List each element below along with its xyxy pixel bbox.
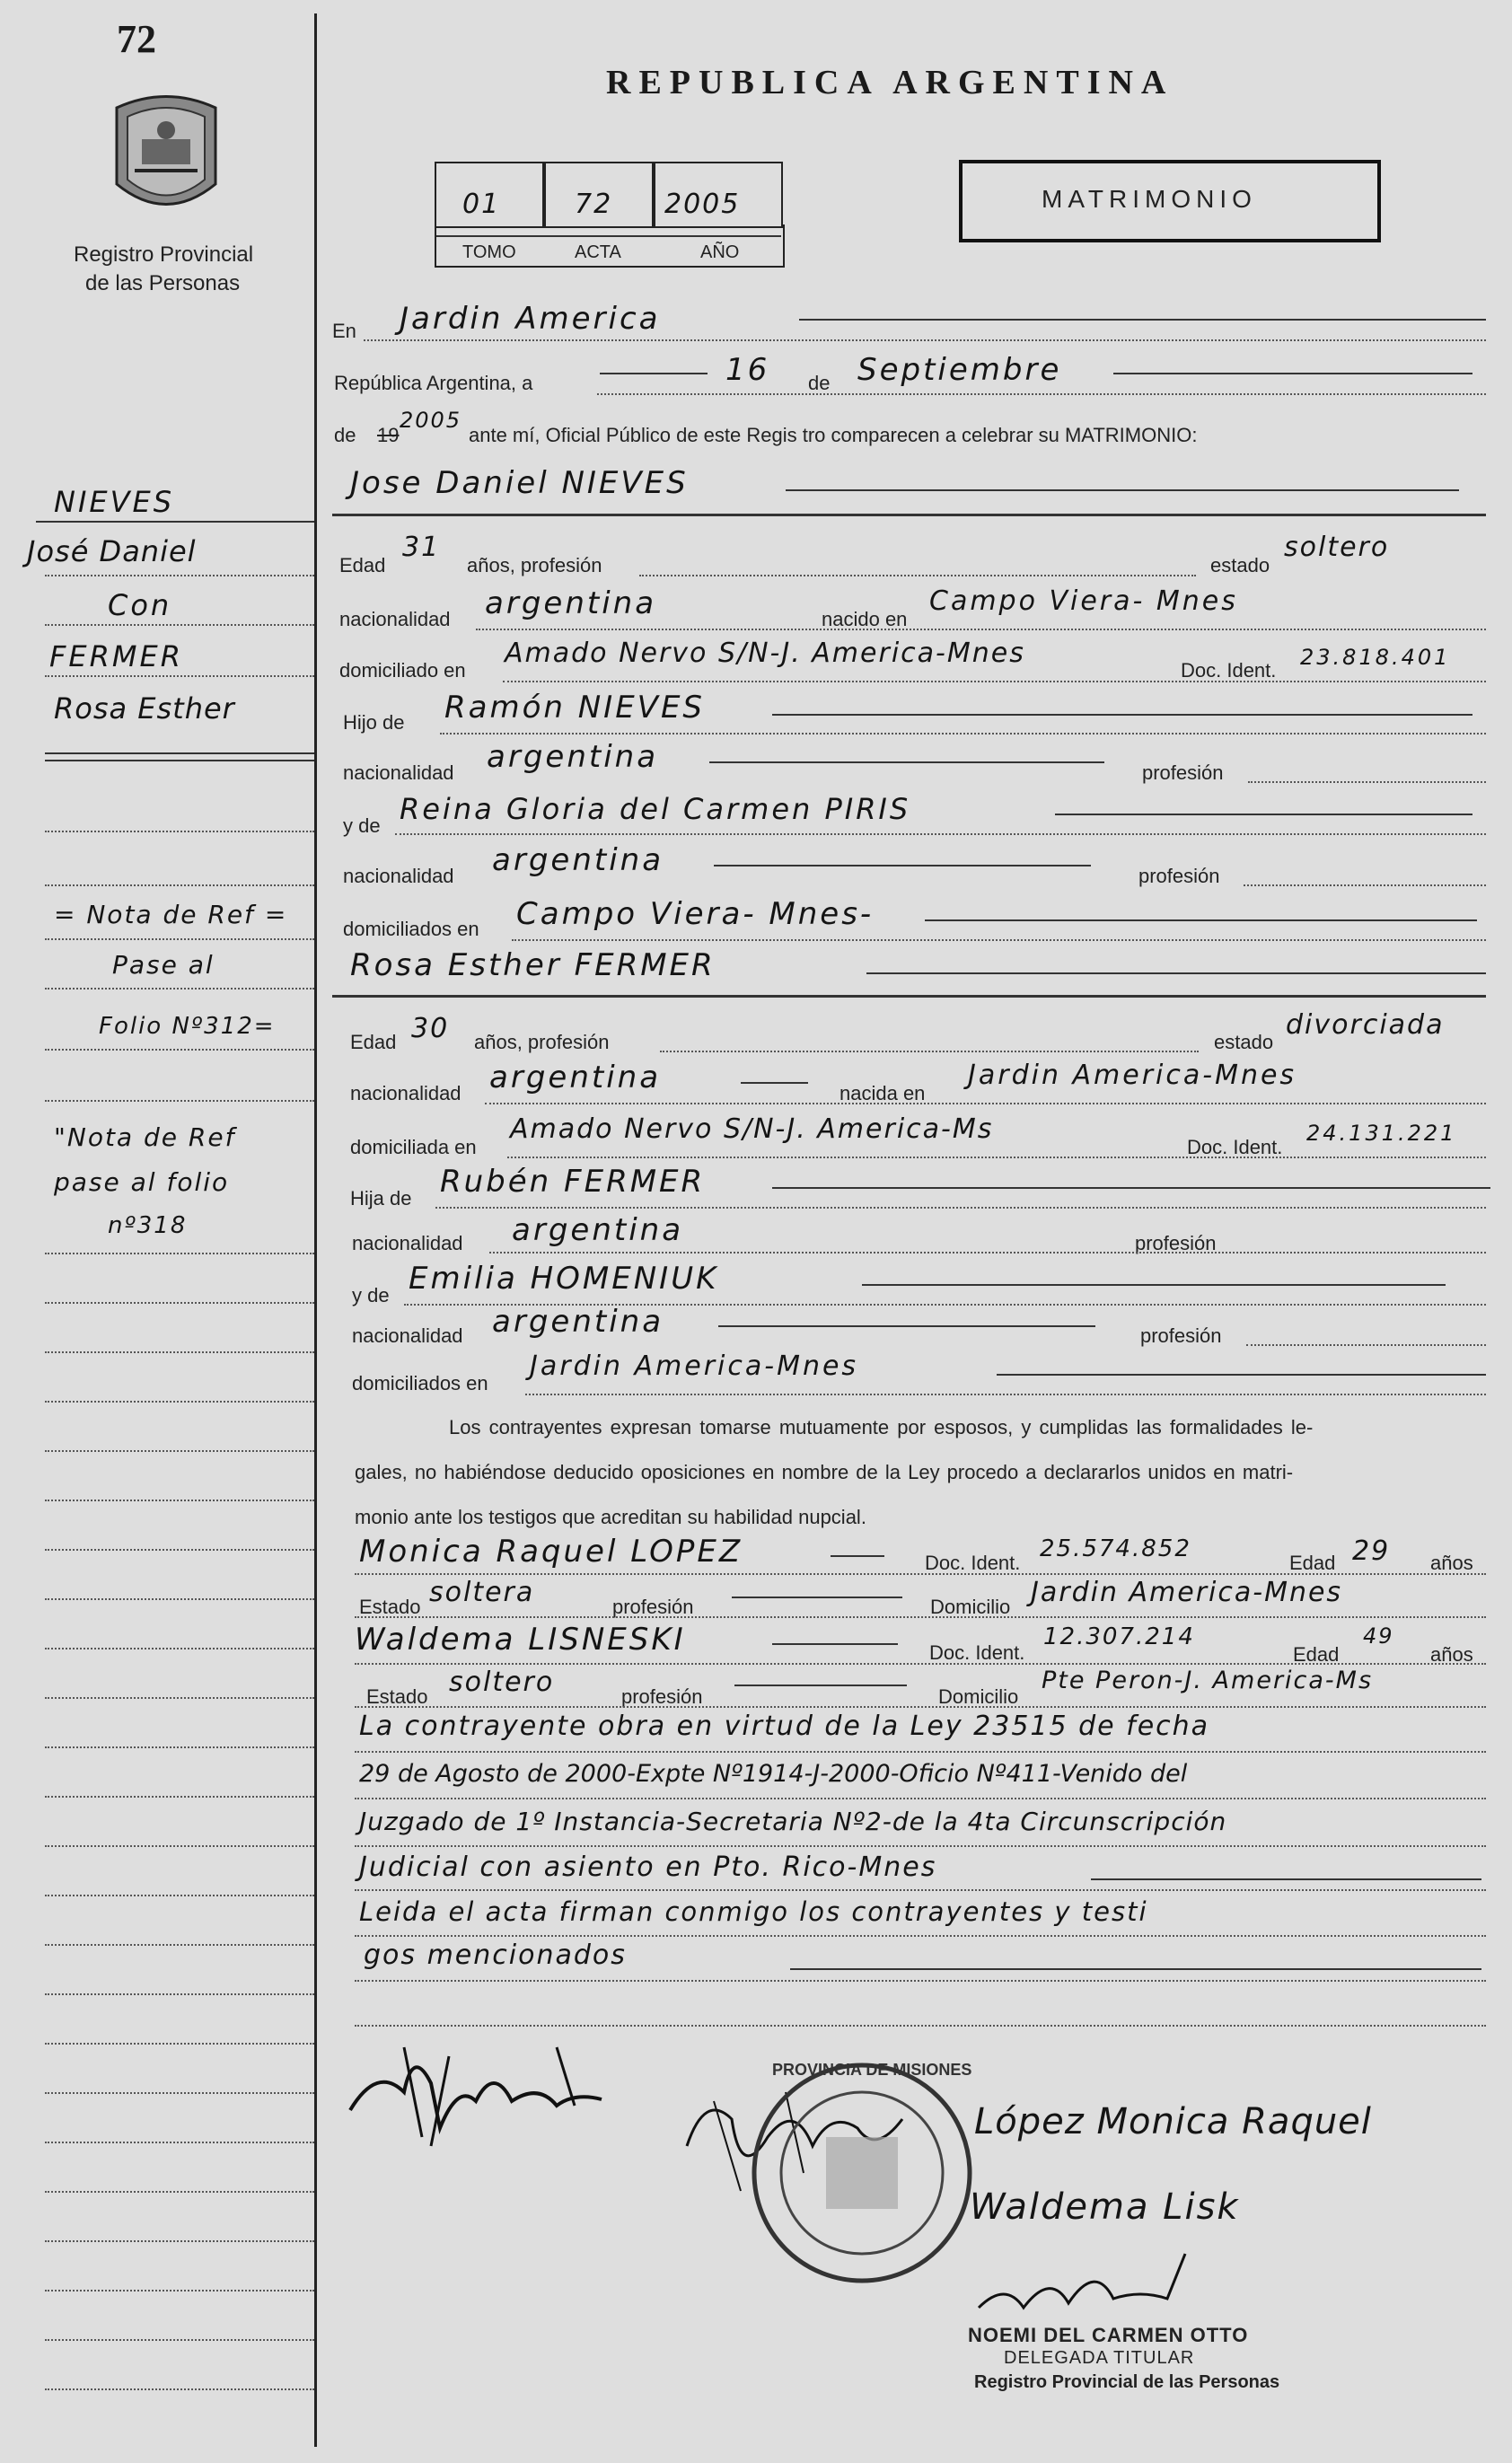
note-line-3: Juzgado de 1º Instancia-Secretaria Nº2-de la 4ta Circunscripción (359, 1807, 1227, 1836)
official-office: Registro Provincial de las Personas (974, 2372, 1280, 2392)
witness1-edad-label: Edad (1289, 1552, 1336, 1574)
note-dots-5 (355, 1935, 1486, 1937)
groom-mother-nac-line (714, 865, 1091, 866)
margin-dots-22 (45, 1845, 314, 1847)
note-line-4-rule (1091, 1878, 1481, 1880)
witness1-dots (355, 1573, 1486, 1575)
groom-edad-label: Edad (339, 554, 386, 576)
groom-edad: 31 (402, 532, 441, 563)
republica-label: República Argentina, a (334, 372, 533, 394)
groom-parents-dom-dots (512, 939, 1486, 941)
bride-domiciliada-label: domiciliada en (350, 1136, 477, 1158)
stamp-text: PROVINCIA DE MISIONES (772, 2061, 972, 2079)
bride-name: Rosa Esther FERMER (350, 947, 716, 983)
margin-note-ref-1: = Nota de Ref = (54, 900, 288, 929)
witness2-doc: 12.307.214 (1043, 1623, 1195, 1650)
witness1-doc: 25.574.852 (1040, 1535, 1191, 1562)
province-seal (108, 90, 224, 224)
groom-parents-dom: Campo Viera- Mnes- (516, 896, 875, 932)
witness2-edad-label: Edad (1293, 1643, 1340, 1666)
official-round-stamp (741, 2052, 983, 2294)
groom-estado: soltero (1284, 532, 1390, 563)
groom-name-line (786, 489, 1459, 491)
margin-dots-33 (45, 2388, 314, 2390)
groom-section-rule (332, 514, 1486, 516)
groom-father-line (772, 714, 1472, 716)
margin-given-2: Rosa Esther (54, 691, 235, 726)
witness1-estado: soltera (429, 1577, 535, 1608)
bride-nacionalidad: argentina (489, 1060, 662, 1095)
margin-surname-2: FERMER (49, 639, 183, 673)
margin-dots-25 (45, 1993, 314, 1995)
de-label: de (808, 372, 831, 394)
official-role: DELEGADA TITULAR (1004, 2348, 1195, 2368)
margin-dots-16 (45, 1549, 314, 1551)
note-dots-2 (355, 1798, 1486, 1799)
margin-dots-26 (45, 2043, 314, 2045)
groom-domicilio: Amado Nervo S/N-J. America-Mnes (505, 638, 1025, 669)
groom-father-prof-label: profesión (1142, 761, 1224, 784)
margin-dots-15 (45, 1500, 314, 1501)
note-line-6-rule (790, 1968, 1481, 1970)
margin-surname-1: NIEVES (54, 485, 175, 519)
bride-hija-label: Hija de (350, 1187, 412, 1210)
bride-nac-line (741, 1082, 808, 1084)
witness1-anos-label: años (1430, 1552, 1473, 1574)
signature-official (970, 2245, 1203, 2335)
witness2-name-line (772, 1643, 898, 1645)
year-value: 2005 (400, 408, 462, 433)
groom-father-dots (440, 733, 1486, 735)
bride-mother-prof-label: profesión (1140, 1324, 1222, 1347)
margin-dots-29 (45, 2191, 314, 2193)
groom-doc: 23.818.401 (1300, 645, 1451, 670)
margin-con: Con (108, 588, 172, 622)
bride-section-rule (332, 995, 1486, 998)
groom-mother: Reina Gloria del Carmen PIRIS (400, 792, 911, 826)
groom-nacionalidad-label: nacionalidad (339, 608, 451, 630)
margin-dots-6 (45, 938, 314, 940)
groom-nacido: Campo Viera- Mnes (929, 585, 1238, 617)
margin-dots-17 (45, 1598, 314, 1600)
note-dots-1 (355, 1751, 1486, 1753)
witness2-edad: 49 (1363, 1623, 1394, 1649)
margin-dots-3 (45, 675, 314, 677)
bride-doc: 24.131.221 (1306, 1121, 1457, 1146)
margin-dots-10 (45, 1253, 314, 1254)
margin-dots-24 (45, 1944, 314, 1946)
groom-nacido-label: nacido en (822, 608, 908, 630)
month-line (1113, 373, 1472, 374)
groom-nac-dots (476, 629, 1486, 630)
witness1-doc-label: Doc. Ident. (925, 1552, 1021, 1574)
margin-note-ref-3: Folio Nº312= (99, 1013, 276, 1040)
margin-dots-1 (45, 575, 314, 576)
bride-father: Rubén FERMER (440, 1164, 706, 1200)
month-value: Septiembre (857, 352, 1062, 388)
margin-note-ref-6: nº318 (108, 1212, 188, 1239)
witness1-name: Monica Raquel LOPEZ (359, 1534, 743, 1570)
tomo-value: 01 (462, 189, 501, 220)
registry-name-line2: de las Personas (85, 271, 241, 295)
place-value: Jardin America (400, 301, 661, 337)
bride-estado: divorciada (1286, 1009, 1445, 1041)
place-dots (364, 339, 1486, 341)
declaration-line3: monio ante los testigos que acreditan su habilidad nupcial. (355, 1506, 866, 1528)
margin-given-1: José Daniel (27, 534, 197, 568)
margin-note-ref-2: Pase al (112, 950, 215, 980)
witness2-domicilio: Pte Peron-J. America-Ms (1042, 1667, 1374, 1694)
groom-father-nac: argentina (487, 739, 659, 775)
registry-name-line1: Registro Provincial (74, 242, 254, 267)
groom-mother-prof-dots (1244, 884, 1486, 886)
bride-father-nac-label: nacionalidad (352, 1232, 463, 1254)
bride-profesion-label: años, profesión (474, 1031, 610, 1053)
groom-mother-prof-label: profesión (1138, 865, 1220, 887)
groom-name: Jose Daniel NIEVES (350, 465, 689, 501)
margin-double-1 (45, 752, 314, 754)
margin-dots-27 (45, 2092, 314, 2094)
groom-father-prof-dots (1248, 781, 1486, 783)
margin-dots-14 (45, 1450, 314, 1452)
witness1-domicilio-label: Domicilio (930, 1596, 1011, 1618)
bride-father-line (772, 1187, 1490, 1189)
groom-father-nac-label: nacionalidad (343, 761, 454, 784)
margin-rule-1 (36, 521, 314, 523)
margin-dots-20 (45, 1746, 314, 1748)
en-label: En (332, 320, 356, 342)
acta-label: ACTA (575, 242, 621, 262)
tomo-label: TOMO (462, 242, 516, 262)
bride-profesion-dots2 (660, 1051, 1199, 1052)
bride-father-prof-label: profesión (1135, 1232, 1217, 1254)
margin-dots-23 (45, 1895, 314, 1896)
bride-mother-line (862, 1284, 1446, 1286)
bride-parents-dom-dots (525, 1394, 1486, 1395)
groom-profesion-label: años, profesión (467, 554, 602, 576)
groom-yde-label: y de (343, 814, 381, 837)
year-de-label: de (334, 424, 356, 446)
groom-father-nac-line (709, 761, 1104, 763)
note-line-2: 29 de Agosto de 2000-Expte Nº1914-J-2000-Oficio Nº411-Venido del (359, 1760, 1188, 1788)
groom-estado-label: estado (1210, 554, 1270, 576)
groom-doc-label: Doc. Ident. (1181, 659, 1277, 682)
note-line-6: gos mencionados (364, 1940, 627, 1971)
witness2-doc-label: Doc. Ident. (929, 1641, 1025, 1664)
bride-nacionalidad-label: nacionalidad (350, 1082, 462, 1104)
bride-edad: 30 (411, 1013, 450, 1044)
bride-mother: Emilia HOMENIUK (409, 1261, 719, 1297)
bride-parents-dom: Jardin America-Mnes (530, 1350, 859, 1382)
date-dots (597, 393, 1486, 395)
place-line (799, 319, 1486, 321)
witness2-dots2 (355, 1706, 1486, 1708)
margin-double-2 (45, 760, 314, 761)
day-value: 16 (725, 352, 770, 388)
witness1-profesion-label: profesión (612, 1596, 694, 1618)
margin-dots-4 (45, 831, 314, 832)
margin-dots-2 (45, 624, 314, 626)
bride-nac-dots (485, 1103, 1486, 1104)
bride-mother-prof-dots (1246, 1344, 1486, 1346)
groom-nacionalidad: argentina (485, 585, 657, 621)
margin-dots-8 (45, 1049, 314, 1051)
bride-estado-label: estado (1214, 1031, 1274, 1053)
note-dots-4 (355, 1889, 1486, 1891)
signature-groom (341, 2029, 620, 2164)
bride-mother-nac-label: nacionalidad (352, 1324, 463, 1347)
witness1-dots2 (355, 1616, 1486, 1618)
day-line (600, 373, 708, 374)
official-name: NOEMI DEL CARMEN OTTO (968, 2324, 1249, 2346)
note-line-4: Judicial con asiento en Pto. Rico-Mnes (359, 1852, 937, 1883)
witness1-edad: 29 (1352, 1535, 1391, 1567)
witness2-estado-label: Estado (366, 1685, 428, 1708)
page-number: 72 (117, 17, 156, 61)
margin-dots-12 (45, 1351, 314, 1353)
witness1-prof-line (732, 1597, 902, 1598)
margin-dots-13 (45, 1401, 314, 1403)
bride-yde-label: y de (352, 1284, 390, 1306)
groom-profesion-dots (639, 575, 1196, 576)
bride-mother-nac-line (718, 1325, 1095, 1327)
bride-name-line (866, 972, 1486, 974)
witness1-name-line (831, 1555, 884, 1557)
groom-hijo-label: Hijo de (343, 711, 405, 734)
groom-mother-nac-label: nacionalidad (343, 865, 454, 887)
note-line-5: Leida el acta firman conmigo los contrayentes y testi (359, 1896, 1148, 1927)
signature-witness2: Waldema Lisk (970, 2186, 1240, 2228)
groom-mother-dots (395, 833, 1486, 835)
margin-dots-5 (45, 884, 314, 886)
acta-value: 72 (575, 189, 613, 220)
witness2-name: Waldema LISNESKI (355, 1622, 686, 1658)
witness2-profesion-label: profesión (621, 1685, 703, 1708)
witness2-domicilio-label: Domicilio (938, 1685, 1019, 1708)
margin-dots-28 (45, 2142, 314, 2143)
ano-value: 2005 (664, 189, 741, 220)
blank-dots-1 (355, 2025, 1486, 2027)
ano-label: AÑO (700, 242, 740, 262)
bride-father-dots (435, 1207, 1486, 1209)
bride-edad-label: Edad (350, 1031, 397, 1053)
groom-mother-nac: argentina (492, 842, 664, 878)
margin-note-ref-4: "Nota de Ref (54, 1122, 236, 1152)
bride-father-nac-dots (489, 1252, 1486, 1253)
bride-parents-dom-line (997, 1374, 1486, 1376)
margin-dots-31 (45, 2290, 314, 2291)
record-type-label: MATRIMONIO (1042, 185, 1257, 213)
bride-nacida: Jardin America-Mnes (968, 1060, 1297, 1091)
bride-parents-dom-label: domiciliados en (352, 1372, 488, 1394)
declaration-line2: gales, no habiéndose deducido oposiciones en nombre de la Ley procedo a declararlos unidos en matri- (355, 1461, 1294, 1483)
bride-doc-label: Doc. Ident. (1187, 1136, 1283, 1158)
bride-domicilio: Amado Nervo S/N-J. America-Ms (510, 1113, 994, 1145)
witness2-dots (355, 1663, 1486, 1665)
witness2-estado: soltero (449, 1667, 555, 1698)
bride-mother-nac: argentina (492, 1304, 664, 1340)
groom-father: Ramón NIEVES (444, 690, 706, 726)
declaration-line1: Los contrayentes expresan tomarse mutuamente por esposos, y cumplidas las formalidades le- (449, 1416, 1314, 1438)
country-title: REPUBLICA ARGENTINA (606, 64, 1174, 101)
witness1-estado-label: Estado (359, 1596, 421, 1618)
groom-mother-line (1055, 814, 1472, 815)
groom-parents-dom-label: domiciliados en (343, 918, 479, 940)
margin-dots-32 (45, 2339, 314, 2341)
groom-dom-dots (503, 681, 1486, 682)
groom-domiciliado-label: domiciliado en (339, 659, 466, 682)
margin-dots-11 (45, 1302, 314, 1304)
margin-dots-7 (45, 988, 314, 990)
bride-nacida-label: nacida en (840, 1082, 926, 1104)
witness2-prof-line (734, 1685, 907, 1686)
margin-note-ref-5: pase al folio (54, 1167, 230, 1197)
margin-dots-9 (45, 1100, 314, 1102)
note-dots-6 (355, 1980, 1486, 1982)
signature-witness1: López Monica Raquel (974, 2101, 1372, 2142)
note-dots-3 (355, 1845, 1486, 1847)
witness1-domicilio: Jardin America-Mnes (1031, 1577, 1343, 1608)
margin-dots-18 (45, 1648, 314, 1649)
witness2-anos-label: años (1430, 1643, 1473, 1666)
groom-parents-dom-line (925, 919, 1477, 921)
intro-text: ante mí, Oficial Público de este Regis tro comparecen a celebrar su MATRIMONIO: (469, 424, 1198, 446)
bride-dom-dots (507, 1157, 1486, 1158)
margin-dots-30 (45, 2240, 314, 2242)
note-line-1: La contrayente obra en virtud de la Ley 23515 de fecha (359, 1711, 1210, 1742)
margin-rule (314, 13, 317, 2447)
margin-dots-21 (45, 1796, 314, 1798)
bride-father-nac: argentina (512, 1212, 684, 1248)
year-struck: 19 (377, 424, 400, 446)
margin-dots-19 (45, 1697, 314, 1699)
